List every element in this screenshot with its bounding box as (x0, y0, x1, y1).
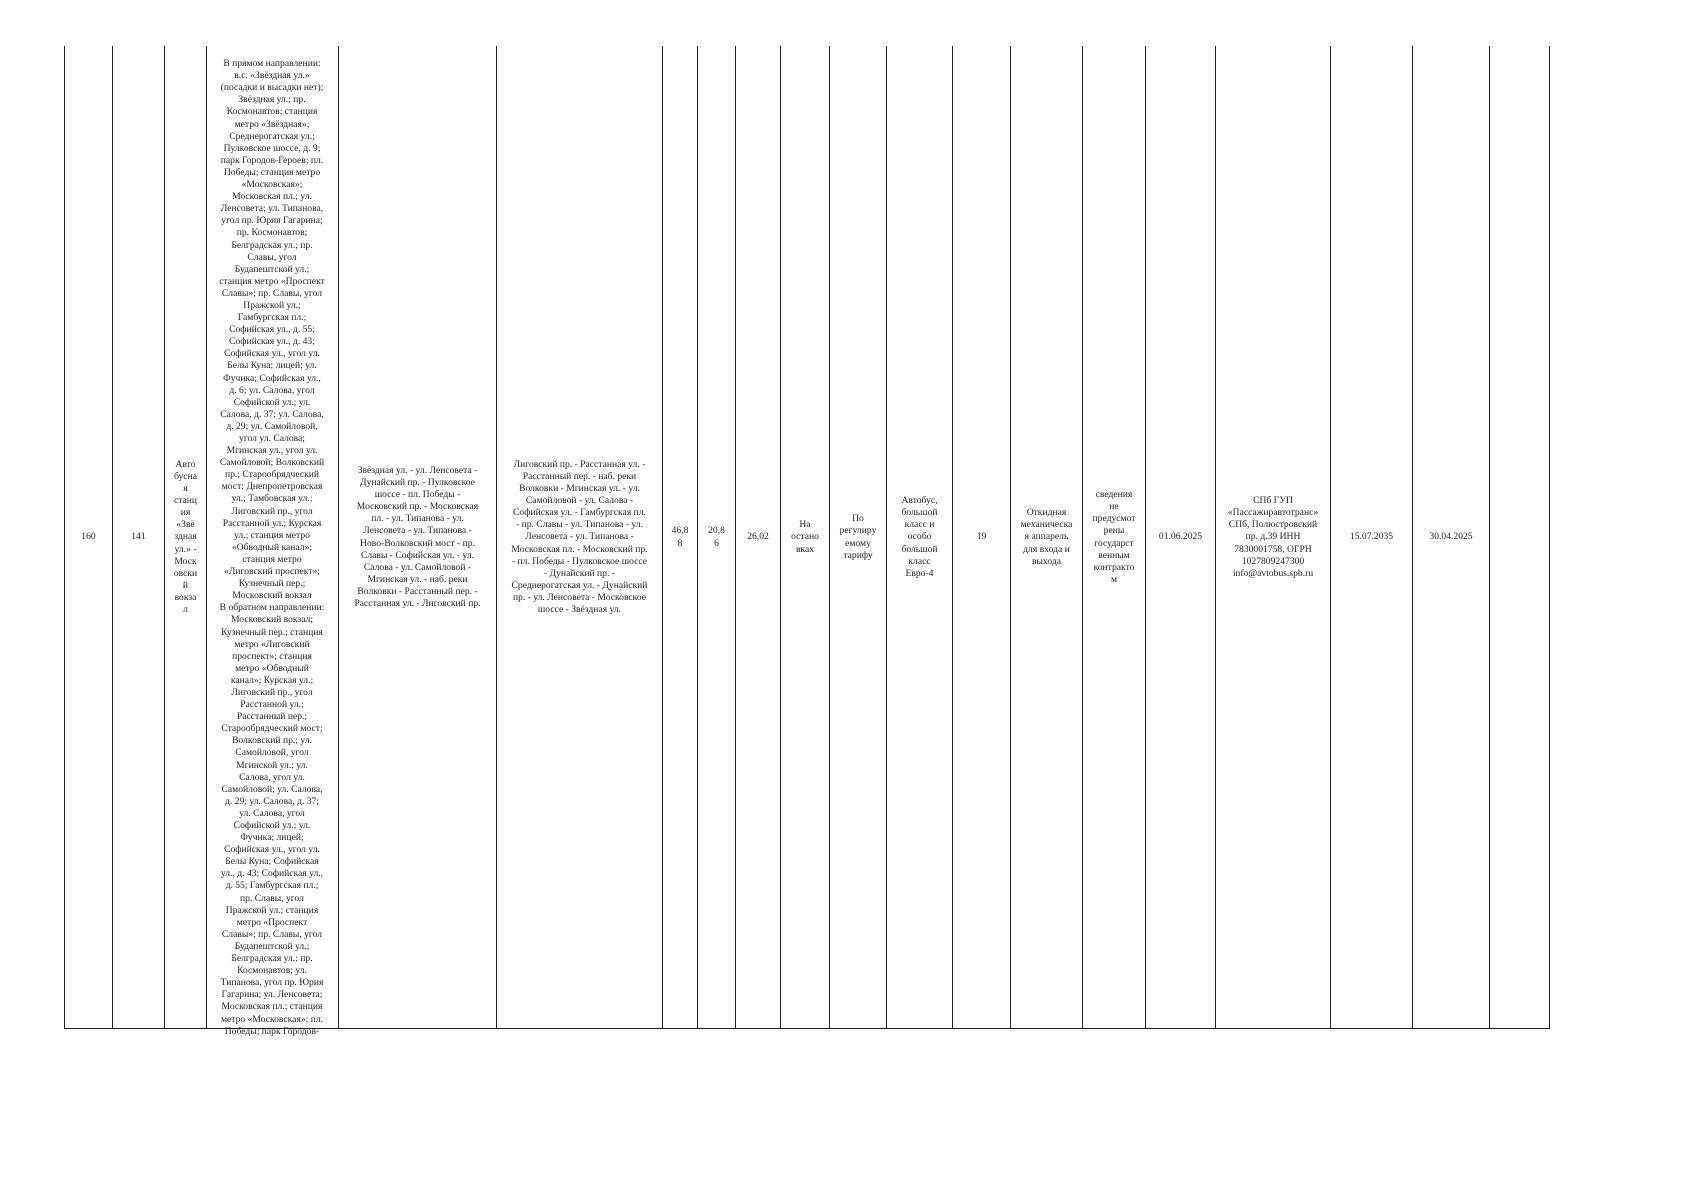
cell-tariff (830, 46, 886, 1029)
length-backward: 20,8 6 (708, 525, 725, 549)
equipment: Откидная механическа я аппарель для входа и выхода (1020, 507, 1073, 567)
route-number: 141 (131, 531, 146, 543)
cell-length-forward (663, 46, 697, 1029)
cell-equipment (1011, 46, 1082, 1029)
start-date: 01.06.2025 (1158, 531, 1203, 543)
change-date: 30.04.2025 (1429, 531, 1473, 543)
length-total: 26,02 (747, 531, 769, 543)
column-divider (496, 46, 497, 1029)
cell-end-date (1331, 46, 1412, 1029)
vehicle-class: Автобус, большой класс и особо большой класс Евро-4 (901, 495, 938, 579)
route-name: Авто бусна я станц ия «Звё здная ул.» - Моск овски й вокза л (173, 458, 198, 616)
contract-info: сведения не предусмот рены государст венным контракто м (1092, 489, 1136, 585)
cell-stop-order (781, 46, 829, 1029)
stops-list: В прямом направлении: в.с. «Звёздная ул.» (посадки и высадки нет); Звёздная ул.; пр. Космонавтов; станция метро «Звёздная»; Среднерогатская ул.; Пулковское шоссе, д. 9; парк Городов-Героев; пл. Победы; станция метро «Московская»; Московская пл.; ул. Ленсовета; ул. Типанова, угол пр. Юрия Гагарина; пр. Космонавтов; Белградская ул.; пр. Славы, угол Будапештской ул.; станция метро «Проспект Славы»; пр. Славы, угол Пражской ул.; Гамбургская пл.; Софийская ул., д. 55; Софийская ул., д. 43; Софийская ул., угол ул. Белы Куна; лицей; ул. Фучика; Софийская ул., д. 6; ул. Салова, угол Софийской ул.; ул. Салова, д. 37; ул. Салова, д. 29; ул. Самойловой, угол ул. Салова; Мгинская ул., угол ул. Самойловой; Волковский пр.; Старообрядческий мост; Днепропетровская ул.; Тамбовская ул.; Лиговский пр., угол Расстанной ул.; Курская ул.; станция метро «Обводный канал»; станция метро «Лиговский проспект»; Кузнечный пер.; Московский вокзал В обратном направлении: Московский вокзал; Кузнечный пер.; станция метро «Лиговский проспект»; станция метро «Обводный канал»; Курская ул.; Лиговский пр., угол Расстанной ул.; Расстанный пер.; Старообрядческий мост; Волковский пр.; ул. Самойловой, угол Мгинской ул.; ул. Салова, угол ул. Самойловой; ул. Салова, д. 29; ул. Салова, д. 37; ул. Салова, угол Софийской ул.; ул. Фучика; лицей; Софийская ул., угол ул. Белы Куна; Софийская ул., д. 43; Софийская ул., д. 55; Гамбургская пл.; пр. Славы, угол Пражской ул.; станция метро «Проспект Славы»; пр. Славы, угол Будапештской ул.; Белградская ул.; пр. Космонавтов; ул. Типанова, угол пр. Юрия Гагарина; ул. Ленсовета; Московская пл.; станция метро «Московская»; пл. Победы; парк Городов- (219, 58, 325, 1037)
vehicle-count: 19 (976, 531, 987, 543)
cell-route-name (165, 46, 206, 1029)
cell-carrier (1216, 46, 1330, 1029)
tariff: По регулиру емому тарифу (839, 513, 877, 561)
cell-vehicle (887, 46, 952, 1029)
stop-order: На остано вках (791, 519, 819, 555)
cell-contract (1083, 46, 1145, 1029)
carrier-info: СПб ГУП «Пассажиравтотранс» СПб, Полюстровский пр. д.39 ИНН 7830001758, ОГРН 1027809247300 info@avtobus.spb.ru (1227, 495, 1319, 579)
column-divider (338, 46, 339, 1029)
streets-backward: Лиговский пр. - Расстанная ул. - Расстанный пер. - наб. реки Волковки - Мгинская ул. - ул. Самойловой - ул. Салова - Софийская ул. - Гамбургская пл. - пр. Славы - ул. Типанова - ул. Ленсовета - ул. Типанова - Московская пл. - Московский пр. - пл. Победы - Пулковское шоссе - Дунайский пр. - Среднерогатская ул. - Дунайский пр. - ул. Ленсовета - Московское шоссе - Звёздная ул. (511, 458, 648, 616)
cell-vehicle-count (953, 46, 1010, 1029)
streets-forward: Звёздная ул. - ул. Ленсовета - Дунайский пр. - Пулковское шоссе - пл. Победы - Московский пр. - Московская пл. - ул. Типанова - ул. Ленсовета - ул. Типанова - Ново-Волковский мост - пр. Славы - Софийская ул. - ул. Салова - ул. Самойловой - Мгинская ул. - наб. реки Волковки - Расстанный пер. - Расстанная ул. - Лиговский пр. (354, 464, 481, 609)
cell-change-date (1413, 46, 1489, 1029)
cell-stops (207, 46, 337, 1037)
cell-extra (1490, 46, 1549, 1029)
end-date: 15.07.2035 (1349, 531, 1394, 543)
cell-start-date (1146, 46, 1215, 1029)
cell-streets-forward (340, 46, 495, 1029)
length-forward: 46,8 8 (671, 525, 689, 549)
table-border-right (1549, 46, 1550, 1029)
cell-length-backward (698, 46, 735, 1029)
cell-reg-number (65, 46, 112, 1029)
cell-length-total (736, 46, 780, 1029)
reg-number: 160 (81, 531, 96, 543)
cell-streets-backward (498, 46, 661, 1029)
cell-route-number (113, 46, 164, 1029)
